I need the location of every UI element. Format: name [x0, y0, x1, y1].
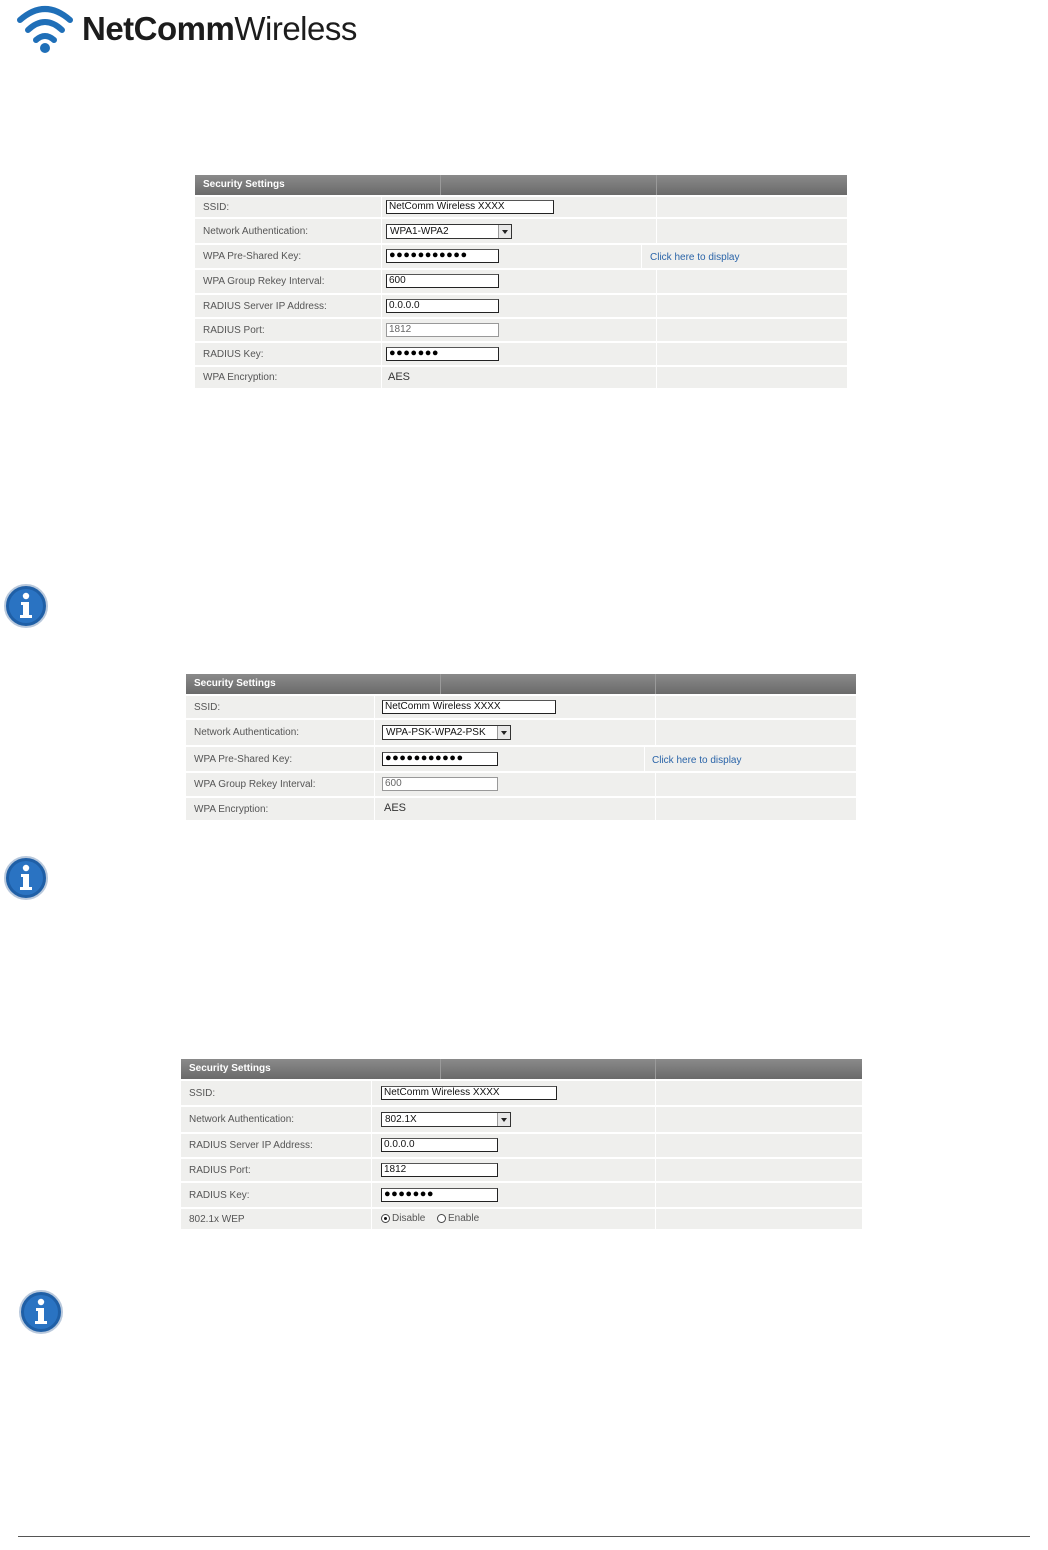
network-auth-row: [181, 1105, 862, 1132]
footer-divider: [18, 1536, 1030, 1537]
radius-ip-row: [195, 293, 847, 317]
network-auth-select[interactable]: WPA1-WPA2: [386, 224, 512, 239]
panel-header: [195, 175, 847, 195]
network-auth-label: Network Authentication:: [203, 225, 309, 237]
radius-ip-label: RADIUS Server IP Address:: [203, 300, 327, 312]
network-auth-label: Network Authentication:: [189, 1114, 295, 1125]
wifi-signal-icon: [14, 0, 76, 56]
ssid-label: SSID:: [194, 701, 221, 713]
psk-input[interactable]: ●●●●●●●●●●●: [386, 249, 499, 263]
ssid-label: SSID:: [203, 201, 230, 213]
wep-row: [181, 1207, 862, 1229]
info-icon: [3, 855, 49, 901]
wep-enable-radio[interactable]: Enable: [437, 1213, 479, 1224]
psk-row: [195, 243, 847, 268]
panel-header: [186, 674, 856, 694]
psk-label: WPA Pre-Shared Key:: [194, 753, 293, 765]
ssid-input[interactable]: NetComm Wireless XXXX: [382, 700, 556, 714]
psk-row: [186, 745, 856, 771]
radius-port-label: RADIUS Port:: [203, 324, 265, 336]
network-auth-row: [195, 217, 847, 243]
radius-key-label: RADIUS Key:: [189, 1189, 250, 1201]
chevron-down-icon[interactable]: [498, 225, 511, 238]
rekey-input[interactable]: 600: [386, 274, 499, 288]
radio-unselected-icon[interactable]: [437, 1214, 446, 1223]
rekey-label: WPA Group Rekey Interval:: [194, 779, 316, 790]
radius-port-row: [181, 1157, 862, 1181]
chevron-down-icon[interactable]: [497, 1113, 510, 1126]
radius-key-label: RADIUS Key:: [203, 348, 264, 360]
radius-ip-row: [181, 1132, 862, 1157]
rekey-input[interactable]: 600: [382, 777, 498, 791]
ssid-label: SSID:: [189, 1087, 216, 1099]
wep-disable-radio[interactable]: Disable: [381, 1213, 425, 1224]
panel-title: Security Settings: [194, 678, 276, 689]
security-settings-panel-wpa-psk: [186, 674, 856, 820]
radius-key-input[interactable]: ●●●●●●●: [386, 347, 499, 361]
info-icon: [3, 583, 49, 629]
encryption-value: AES: [384, 802, 407, 814]
encryption-label: WPA Encryption:: [194, 803, 269, 815]
brand-name: NetCommWireless: [82, 9, 357, 47]
encryption-value: AES: [388, 371, 411, 383]
radius-port-input[interactable]: 1812: [386, 323, 499, 337]
radius-port-label: RADIUS Port:: [189, 1164, 251, 1176]
network-auth-label: Network Authentication:: [194, 727, 300, 738]
network-auth-select[interactable]: 802.1X: [381, 1112, 511, 1127]
info-icon: [18, 1289, 64, 1335]
psk-input[interactable]: ●●●●●●●●●●●: [382, 752, 498, 766]
radius-key-row: [195, 341, 847, 365]
panel-title: Security Settings: [189, 1063, 271, 1074]
encryption-row: [195, 365, 847, 388]
psk-label: WPA Pre-Shared Key:: [203, 251, 302, 262]
rekey-row: [186, 771, 856, 796]
radius-ip-label: RADIUS Server IP Address:: [189, 1140, 313, 1151]
ssid-input[interactable]: NetComm Wireless XXXX: [386, 200, 554, 214]
ssid-row: [195, 195, 847, 217]
radius-key-row: [181, 1181, 862, 1207]
radius-key-input[interactable]: ●●●●●●●: [381, 1188, 498, 1202]
security-settings-panel-8021x: [181, 1059, 862, 1229]
encryption-row: [186, 796, 856, 820]
panel-header: [181, 1059, 862, 1079]
radius-ip-input[interactable]: 0.0.0.0: [386, 299, 499, 313]
security-settings-panel-wpa1-wpa2: [195, 175, 847, 388]
rekey-label: WPA Group Rekey Interval:: [203, 276, 325, 287]
ssid-input[interactable]: NetComm Wireless XXXX: [381, 1086, 557, 1100]
ssid-row: [181, 1079, 862, 1105]
ssid-row: [186, 694, 856, 718]
netcomm-logo: [14, 0, 357, 56]
encryption-label: WPA Encryption:: [203, 372, 278, 383]
radius-ip-input[interactable]: 0.0.0.0: [381, 1138, 498, 1152]
radius-port-input[interactable]: 1812: [381, 1163, 498, 1177]
network-auth-select[interactable]: WPA-PSK-WPA2-PSK: [382, 725, 511, 740]
show-psk-link[interactable]: Click here to display: [650, 252, 740, 263]
wep-label: 802.1x WEP: [189, 1213, 245, 1225]
network-auth-row: [186, 718, 856, 745]
rekey-row: [195, 268, 847, 293]
show-psk-link[interactable]: Click here to display: [652, 755, 742, 766]
radius-port-row: [195, 317, 847, 341]
chevron-down-icon[interactable]: [497, 726, 510, 739]
panel-title: Security Settings: [203, 179, 285, 190]
radio-selected-icon[interactable]: [381, 1214, 390, 1223]
